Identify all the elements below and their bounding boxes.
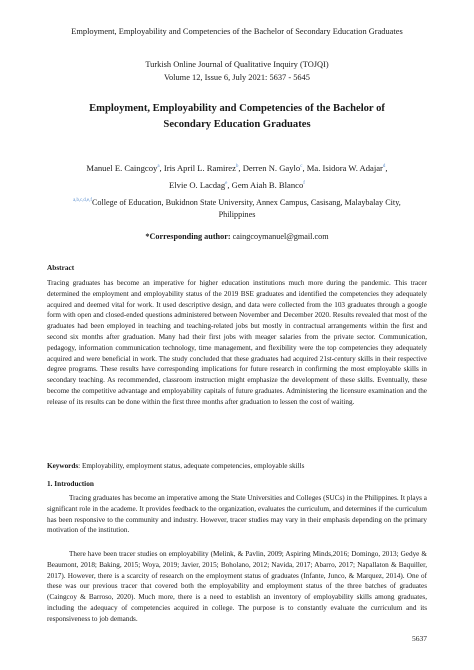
author-sup: f bbox=[303, 181, 305, 186]
author-line-1: Manuel E. Caingcoy$^a$, Iris April L. Ramirez$^b$, Derren N. Gaylo$^c$, Ma. Isidora W. Adajar$^d$, bbox=[86, 163, 388, 173]
keywords bbox=[47, 461, 427, 472]
journal-issue: Volume 12, Issue 6, July 2021: 5637 - 5645 bbox=[164, 73, 310, 82]
keywords-text: : Employability, employment status, adequate competencies, employable skills bbox=[78, 462, 305, 470]
corresponding-label: *Corresponding author: bbox=[145, 232, 231, 241]
author-name: Gem Aiah B. Blanco bbox=[231, 180, 304, 190]
page-number: 5637 bbox=[412, 634, 427, 643]
author-sup: d bbox=[382, 164, 386, 169]
author-name: Iris April L. Ramirez bbox=[163, 163, 236, 173]
author-sup: a bbox=[157, 164, 160, 169]
affiliation-sup: a,b,c,d,e,f bbox=[73, 198, 92, 203]
journal-info bbox=[0, 58, 474, 84]
introduction-paragraph-2: There have been tracer studies on employability (Melink, & Pavlin, 2009; Aspiring Minds,2016; Domingo, 2013; Gedye & Beaumont, 2018; Baking, 2015; Woya, 2019; Javier, 2015; Boholano, 2012; Navida, 2017; Abarro, 2017; Napallaton & Baquiller, 2017). However, there is a scarcity of research on the employment status of graduates (Infante, Junco, & Marquez, 2014). One of these was our previous tracer that covered both the employability and employment status of the three batches of graduates (Caingcoy & Barroso, 2020). Much more, there is a need to establish an inventory of employability skills among graduates, including the adequacy of competencies acquired in college. The purpose is to constantly evaluate the curriculum and its responsiveness to job demands. bbox=[47, 550, 427, 623]
author-name: Ma. Isidora W. Adajar bbox=[306, 163, 383, 173]
affiliation bbox=[40, 195, 434, 221]
affiliation-country: Philippines bbox=[218, 210, 256, 219]
abstract-heading: Abstract bbox=[47, 263, 75, 272]
abstract-text: Tracing graduates has become an imperative for higher education institutions much more during the pandemic. This tracer determined the employment and employability status of the 2019 BSE graduates and identified the competencies they adequately acquired and deemed vital for work. It used descriptive design, and data were collected from the 103 graduates through a google form with open and closed-ended questions administered between November and December 2020. Results revealed that most of the graduates had been employed in teaching and teaching-related jobs but mostly in contractual arrangements within the first and second six months after graduation. Many had their first jobs with meager salaries from the private sector. Communication, pedagogy, information communication technology, time management, and flexibility were the top competencies they adequately acquired and were beneficial in work. The study concluded that these graduates had acquired 21st-century skills in their respective degree programs. These results have corresponding implications for future research in confirming the most employable skills in secondary teaching. As recommended, classroom instruction might emphasize the development of these skills. Eventually, these become the competitive advantage and employability capitals of future graduates. Administering the licensure examination and the release of its results can be done within the first three months after graduation to lessen the cost of waiting. bbox=[47, 279, 427, 406]
introduction-heading: 1. Introduction bbox=[47, 479, 94, 488]
journal-name: Turkish Online Journal of Qualitative Inquiry (TOJQI) bbox=[145, 60, 329, 69]
paper-title bbox=[40, 101, 434, 133]
title-line-2: Secondary Education Graduates bbox=[163, 119, 311, 130]
corresponding-author bbox=[0, 232, 474, 241]
author-sup: e bbox=[225, 181, 228, 186]
introduction-paragraph-1: Tracing graduates has become an imperative among the State Universities and Colleges (SUCs) in the Philippines. It plays a significant role in the academe. It provides feedback to the organization, evaluates the curriculum, and determines if the curriculum has been responsive to the community and industry. However, tracer studies may vary in their emphasis depending on the primary motivation of the institution. bbox=[47, 494, 427, 535]
running-header: Employment, Employability and Competencies of the Bachelor of Secondary Education Graduates bbox=[71, 27, 403, 36]
affiliation-text: College of Education, Bukidnon State University, Annex Campus, Casisang, Malaybalay City, bbox=[91, 198, 401, 207]
title-line-1: Employment, Employability and Competencies of the Bachelor of bbox=[89, 103, 385, 114]
keywords-label: Keywords bbox=[47, 462, 79, 470]
author-sup: c bbox=[300, 164, 303, 169]
author-name: Elvie O. Lacdag bbox=[169, 180, 226, 190]
author-line-2: Elvie O. Lacdag$^e$, Gem Aiah B. Blanco$^f$ bbox=[169, 180, 305, 190]
corresponding-email[interactable]: caingcoymanuel@gmail.com bbox=[232, 232, 329, 241]
author-list bbox=[30, 159, 444, 193]
author-name: Derren N. Gaylo bbox=[242, 163, 301, 173]
author-name: Manuel E. Caingcoy bbox=[86, 163, 158, 173]
author-sup: b bbox=[235, 164, 239, 169]
